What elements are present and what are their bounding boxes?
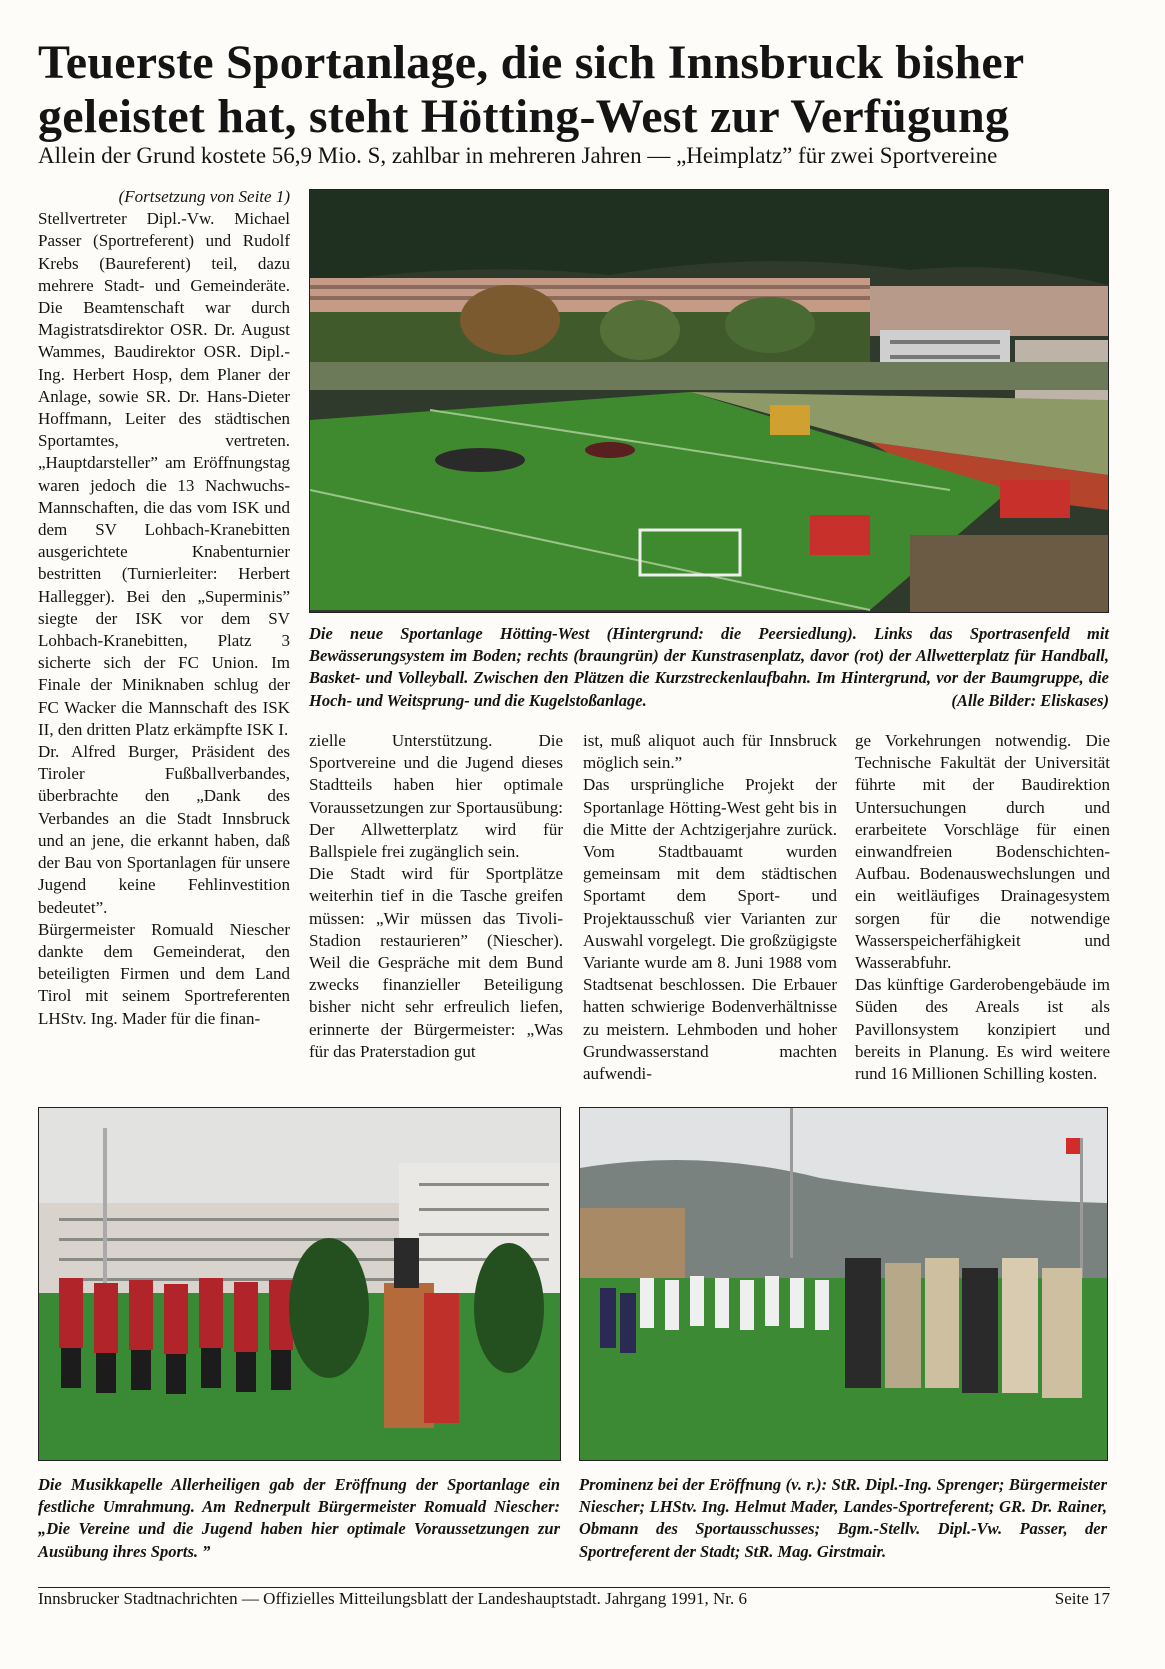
footer-publication: Innsbrucker Stadtnachrichten — Offizielles Mitteilungsblatt der Landeshauptstadt. Jahrgang 1991, Nr. 6	[38, 1589, 747, 1608]
photo-band-and-podium	[38, 1107, 561, 1461]
paragraph: Bürgermeister Romuald Niescher dankte dem Gemeinderat, den beteiligten Firmen und dem Land Tirol mit seinem Sportreferenten LHStv. Ing. Mader für die finan-	[38, 919, 290, 1028]
article-column-1	[38, 186, 290, 1030]
paragraph: Das ursprüngliche Projekt der Sportanlage Hötting-West geht bis in die Mitte der Achtzigerjahre zurück. Vom Stadtbauamt wurden gemeinsam mit dem städtischen Sportamt dem Sport- und Projektausschuß vier Varianten zur Auswahl vorgelegt. Die großzügigste Variante wurde am 8. Juni 1988 vom Stadtsenat beschlossen. Die Erbauer hatten schwierige Bodenverhältnisse zu meistern. Lehmboden und hoher Grundwasserstand machten aufwendi-	[583, 775, 837, 1084]
paragraph: ist, muß aliquot auch für Innsbruck möglich sein.”	[583, 731, 837, 773]
article-column-4	[855, 730, 1110, 1085]
footer-divider	[38, 1587, 1110, 1588]
paragraph: zielle Unterstützung. Die Sportvereine und die Jugend dieses Stadtteils haben hier optimale Voraussetzungen zur Sportausübung: Der Allwetterplatz wird für Ballspiele frei zugänglich sein.	[309, 731, 563, 862]
photo-sports-facility-aerial	[309, 189, 1109, 613]
headline: Teuerste Sportanlage, die sich Innsbruck bisher geleistet hat, steht Hötting-West zur Verfügung	[38, 36, 1024, 143]
paragraph: Die Stadt wird für Sportplätze weiterhin tief in die Tasche greifen müssen: „Wir müssen das Tivoli-Stadion restaurieren” (Niescher). Weil die Gespräche mit dem Bund zwecks finanzieller Beteiligung bisher nicht sehr erfreulich liefen, erinnerte der Bürgermeister: „Was für das Praterstadion gut	[309, 864, 563, 1061]
paragraph: Dr. Alfred Burger, Präsident des Tiroler Fußballverbandes, überbrachte den „Dank des Verbandes an die Stadt Innsbruck und an jene, die erkannt haben, daß der Bau von Sportanlagen für unsere Jugend keine Fehlinvestition bedeutet”.	[38, 742, 290, 917]
caption-main-photo	[309, 623, 1109, 712]
photo-credit: (Alle Bilder: Eliskases)	[951, 690, 1109, 710]
caption-text: Die neue Sportanlage Hötting-West (Hintergrund: die Peersiedlung). Links das Sportrasenfeld mit Bewässerungsystem im Boden; rechts (braungrün) der Kunstrasenplatz, davor (rot) der Allwetterplatz für Handball, Basket- und Volleyball. Zwischen den Plätzen die Kurzstreckenlaufbahn. Im Hintergrund, vor der Baumgruppe, die Hoch- und Weitsprung- und die Kugelstoßanlage.	[309, 624, 1109, 710]
caption-band-photo: Die Musikkapelle Allerheiligen gab der Eröffnung der Sportanlage ein festliche Umrahmung. Am Rednerpult Bürgermeister Romuald Niescher: „Die Vereine und die Jugend haben hier optimale Voraussetzungen zur Ausübung ihres Sports. ”	[38, 1475, 560, 1561]
caption-dignitaries-photo: Prominenz bei der Eröffnung (v. r.): StR. Dipl.-Ing. Sprenger; Bürgermeister Niescher; LHStv. Ing. Helmut Mader, Landes-Sportreferent; GR. Dr. Rainer, Obmann des Sportausschusses; Bgm.-Stellv. Dipl.-Vw. Passer, der Sportreferent der Stadt; StR. Mag. Girstmair.	[579, 1475, 1107, 1561]
paragraph: Das künftige Garderobengebäude im Süden des Areals ist als Pavillonsystem konzipiert und bereits in Planung. Es wird weitere rund 16 Millionen Schilling kosten.	[855, 975, 1110, 1084]
paragraph: Stellvertreter Dipl.-Vw. Michael Passer (Sportreferent) und Rudolf Krebs (Baureferent) teil, dazu mehrere Stadt- und Gemeinderäte. Die Beamtenschaft war durch Magistratsdirektor OSR. Dr. August Wammes, Baudirektor OSR. Dipl.-Ing. Herbert Hosp, dem Planer der Anlage, sowie SR. Dr. Hans-Dieter Hoffmann, Leiter des städtischen Sportamtes, vertreten. „Hauptdarsteller” am Eröffnungstag waren jedoch die 13 Nachwuchs-Mannschaften, die das vom ISK und dem SV Lohbach-Kranebitten ausgerichtete Knabenturnier bestritten (Turnierleiter: Herbert Hallegger). Bei den „Superminis” siegte der ISK vor dem SV Lohbach-Kranebitten, Platz 3 sicherte sich der FC Union. Im Finale der Miniknaben schlug der FC Wacker die Mannschaft des ISK II, den dritten Platz erkämpfte ISK I.	[38, 209, 290, 739]
page-number: Seite 17	[1054, 1589, 1110, 1608]
article-column-3	[583, 730, 837, 1085]
paragraph: ge Vorkehrungen notwendig. Die Technische Fakultät der Universität führte mit der Baudirektion Untersuchungen durch und erarbeitete Vorschläge für einen einwandfreien Bodenschichten-Aufbau. Bodenauswechslungen und ein weitläufiges Drainagesystem sorgen für die notwendige Wasserspeicherfähigkeit und Wasserabfuhr.	[855, 731, 1110, 973]
article-column-2	[309, 730, 563, 1063]
photo-dignitaries	[579, 1107, 1108, 1461]
continuation-note: (Fortsetzung von Seite 1)	[118, 187, 290, 206]
subheadline: Allein der Grund kostete 56,9 Mio. S, zahlbar in mehreren Jahren — „Heimplatz” für zwei Sportvereine	[38, 143, 998, 168]
